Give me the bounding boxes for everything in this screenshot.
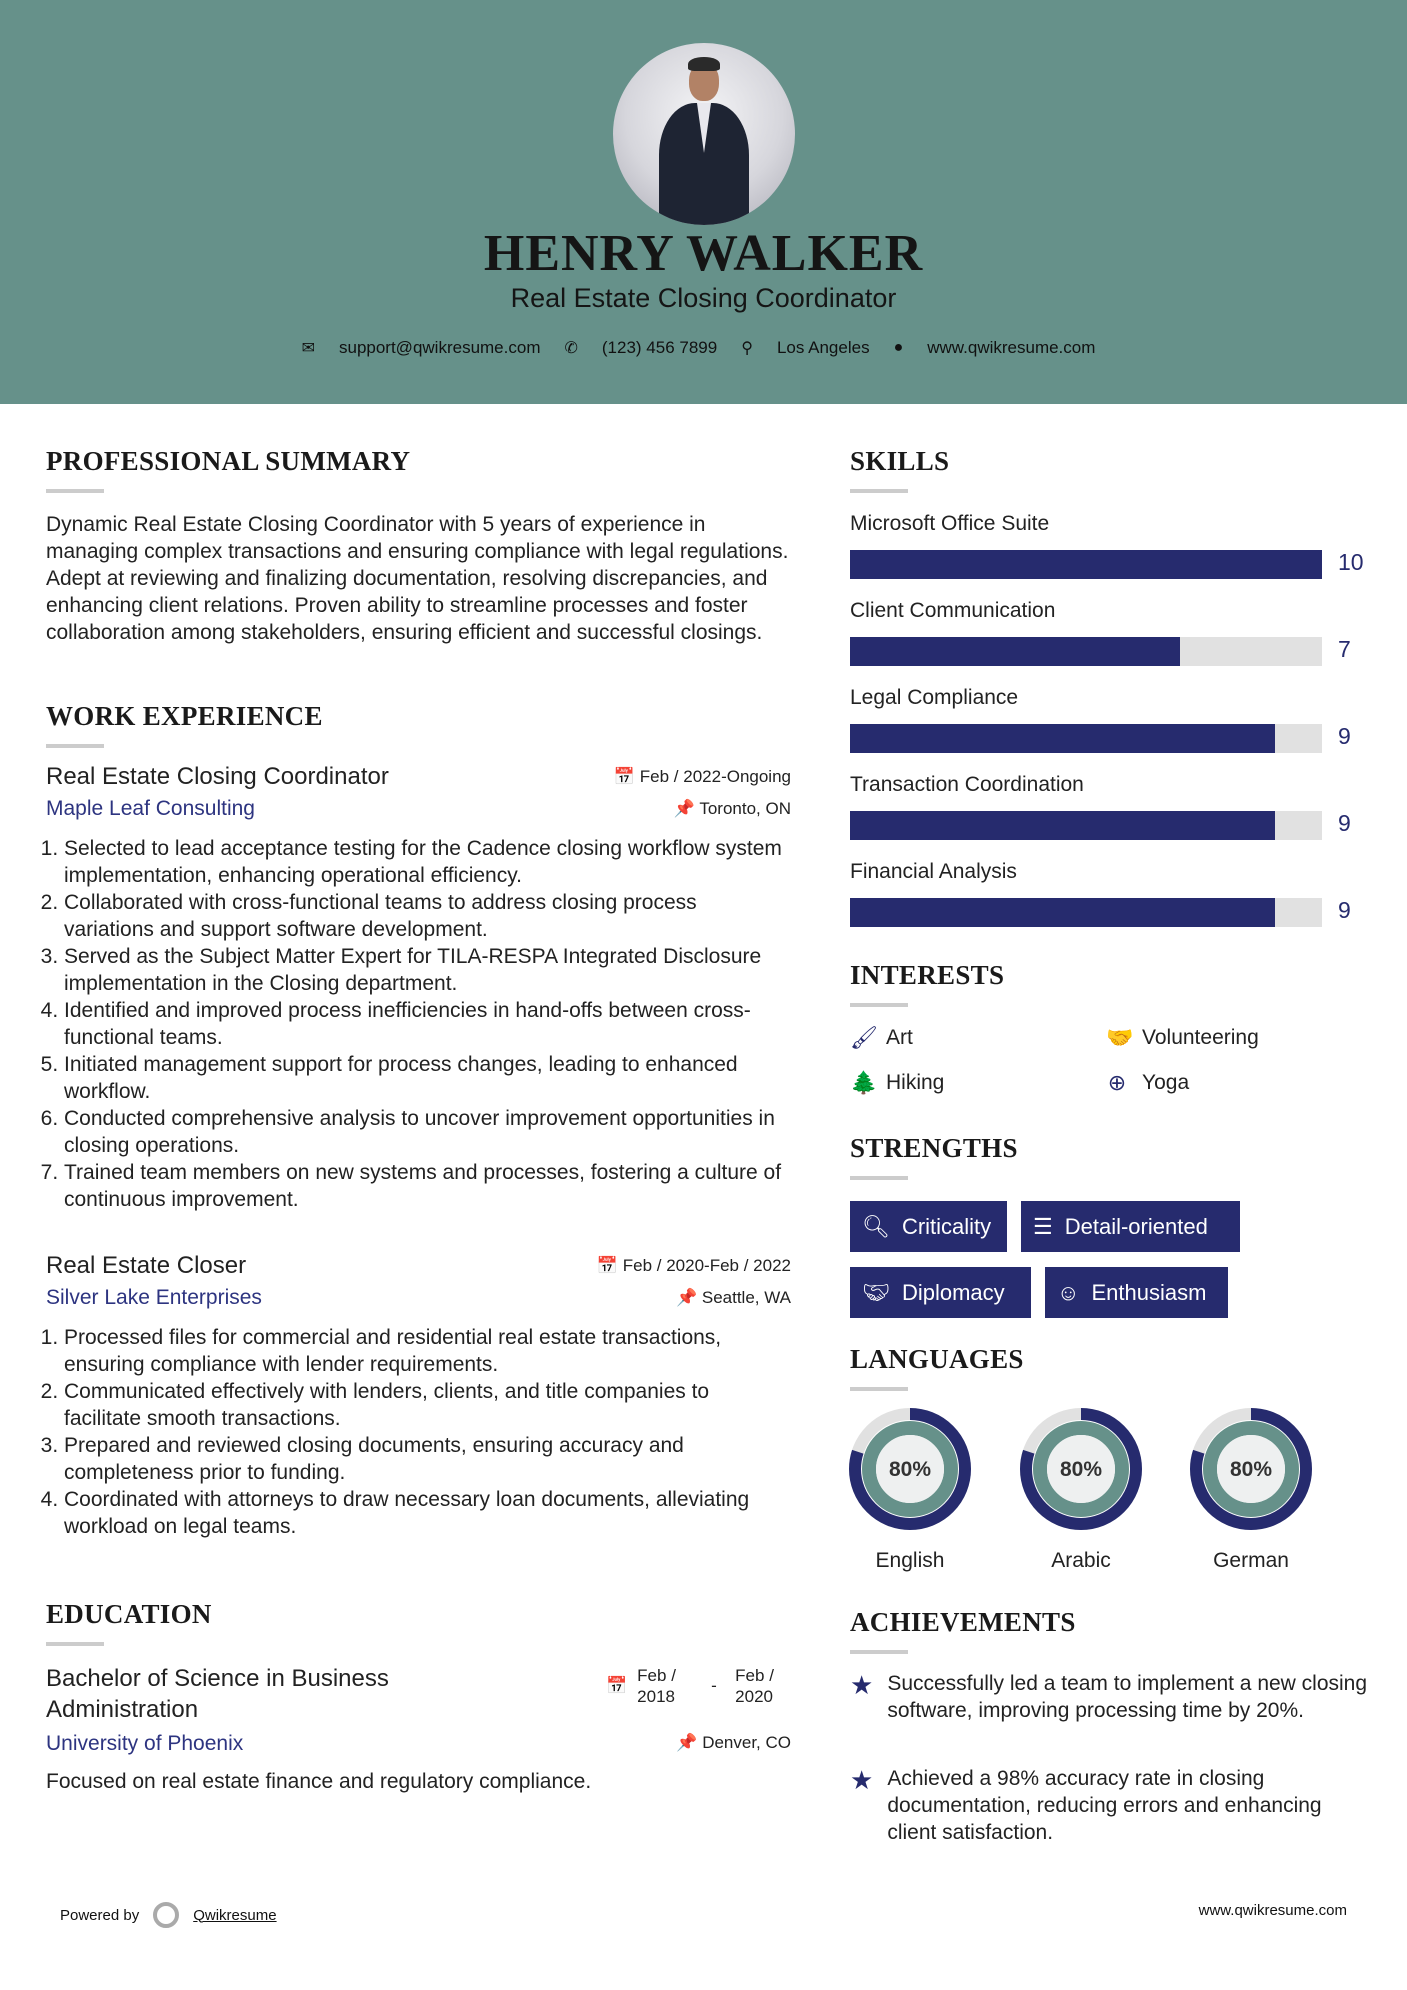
handshake-icon: 🤝 bbox=[1106, 1025, 1134, 1050]
skill-name: Financial Analysis bbox=[850, 860, 1017, 883]
contact-bar bbox=[0, 338, 1407, 358]
powered-by-label: Powered by bbox=[60, 1906, 140, 1924]
footer-url[interactable]: www.qwikresume.com bbox=[1198, 1902, 1347, 1919]
list-icon: ☰ bbox=[1033, 1213, 1053, 1239]
phone-icon: ✆ bbox=[564, 340, 578, 357]
pin-icon: 📌 bbox=[673, 799, 700, 818]
search-icon: 🔍︎ bbox=[862, 1213, 890, 1239]
language-name: English bbox=[875, 1549, 945, 1572]
calendar-icon: 📅 bbox=[613, 767, 640, 786]
achievement-item bbox=[850, 1765, 1370, 1846]
skill-bar bbox=[850, 811, 1322, 840]
language-donut bbox=[849, 1408, 971, 1530]
edu-location: Denver, CO bbox=[702, 1733, 791, 1752]
envelope-icon: ✉ bbox=[301, 340, 315, 357]
job-title: Real Estate Closing Coordinator bbox=[46, 763, 389, 790]
job-location: Seattle, WA bbox=[701, 1288, 791, 1307]
interest-item bbox=[850, 1070, 944, 1096]
bullet: 6. Conducted comprehensive analysis to uncover improvement opportunities in closing operations. bbox=[64, 1105, 791, 1159]
achievement-item bbox=[850, 1670, 1370, 1724]
bullet: 4. Coordinated with attorneys to draw necessary loan documents, alleviating workload on legal teams. bbox=[64, 1486, 791, 1540]
job-entry bbox=[46, 763, 791, 1213]
skill-name: Microsoft Office Suite bbox=[850, 512, 1050, 535]
job-title: Real Estate Closer bbox=[46, 1252, 247, 1279]
lifebuoy-icon: ⊕ bbox=[1107, 1070, 1127, 1095]
handshake-icon: 🤝︎ bbox=[862, 1279, 890, 1305]
interest-item bbox=[1106, 1025, 1259, 1051]
summary-heading: PROFESSIONAL SUMMARY bbox=[46, 446, 410, 493]
skill-level: 9 bbox=[1338, 723, 1351, 749]
interests-heading: INTERESTS bbox=[850, 960, 1004, 1007]
company-name: Maple Leaf Consulting bbox=[46, 797, 255, 820]
school-name: University of Phoenix bbox=[46, 1732, 244, 1755]
skill-bar bbox=[850, 724, 1322, 753]
language-percent: 80% bbox=[1059, 1458, 1103, 1481]
experience-heading: WORK EXPERIENCE bbox=[46, 701, 323, 748]
skills-heading: SKILLS bbox=[850, 446, 949, 493]
skill-level: 9 bbox=[1338, 897, 1351, 923]
candidate-name: HENRY WALKER bbox=[483, 225, 924, 282]
skill-bar-fill bbox=[850, 811, 1275, 840]
bullet: 4. Identified and improved process inefficiencies in hand-offs between cross-functional teams. bbox=[64, 997, 791, 1051]
globe-icon: ● bbox=[893, 339, 904, 356]
header bbox=[0, 0, 1407, 404]
bullet: 1. Processed files for commercial and residential real estate transactions, ensuring compliance with lender requirements. bbox=[64, 1324, 791, 1378]
calendar-icon: 📅 bbox=[606, 1676, 628, 1695]
bullet: 1. Selected to lead acceptance testing for the Cadence closing workflow system implementation, enhancing operational efficiency. bbox=[64, 835, 791, 889]
strength-label: Diplomacy bbox=[901, 1279, 1005, 1305]
language-item bbox=[1020, 1408, 1142, 1573]
education-description: Focused on real estate finance and regulatory compliance. bbox=[46, 1770, 592, 1793]
language-item bbox=[1190, 1408, 1312, 1573]
strength-tag bbox=[850, 1267, 1031, 1318]
profile-photo bbox=[613, 43, 795, 225]
skill-level: 9 bbox=[1338, 810, 1351, 836]
skill-bar bbox=[850, 550, 1322, 579]
language-item bbox=[849, 1408, 971, 1573]
bullet: 7. Trained team members on new systems and processes, fostering a culture of continuous improvement. bbox=[64, 1159, 791, 1213]
language-name: German bbox=[1213, 1549, 1289, 1572]
skill-bar-fill bbox=[850, 637, 1180, 666]
interest-label: Hiking bbox=[886, 1071, 945, 1094]
job-bullets bbox=[46, 1324, 791, 1540]
strength-tag bbox=[1021, 1201, 1240, 1252]
bullet: 5. Initiated management support for process changes, leading to enhanced workflow. bbox=[64, 1051, 791, 1105]
star-icon: ★ bbox=[850, 1765, 874, 1795]
skill-name: Client Communication bbox=[850, 599, 1056, 622]
language-percent: 80% bbox=[888, 1458, 932, 1481]
language-donut bbox=[1190, 1408, 1312, 1530]
summary-text: Dynamic Real Estate Closing Coordinator with 5 years of experience in managing complex transactions and ensuring compliance with legal regulations. Adept at reviewing and finalizing documentation, resolving discrepancies, and enhancing client relations. Proven ability to streamline processes and foster collaboration among stakeholders, ensuring efficient and successful closings. bbox=[46, 513, 789, 644]
education-heading: EDUCATION bbox=[46, 1599, 212, 1646]
qwikresume-logo-icon bbox=[153, 1902, 179, 1928]
achievement-text: Achieved a 98% accuracy rate in closing documentation, reducing errors and enhancing client satisfaction. bbox=[887, 1767, 1322, 1844]
pin-icon: 📌 bbox=[675, 1288, 702, 1307]
company-name: Silver Lake Enterprises bbox=[46, 1286, 262, 1309]
job-entry bbox=[46, 1252, 791, 1540]
achievement-text: Successfully led a team to implement a new closing software, improving processing time by 20%. bbox=[887, 1672, 1368, 1722]
bullet: 2. Communicated effectively with lenders, clients, and title companies to facilitate smooth transactions. bbox=[64, 1378, 791, 1432]
job-dates: Feb / 2020-Feb / 2022 bbox=[622, 1256, 791, 1275]
candidate-title: Real Estate Closing Coordinator bbox=[510, 283, 897, 313]
education-dates: 📅 Feb / 2018 - Feb / 2020 bbox=[606, 1665, 799, 1707]
job-bullets bbox=[46, 835, 791, 1213]
job-location: Toronto, ON bbox=[699, 799, 791, 818]
skill-bar-fill bbox=[850, 724, 1275, 753]
language-percent: 80% bbox=[1229, 1458, 1273, 1481]
calendar-icon: 📅 bbox=[596, 1256, 623, 1275]
interest-label: Yoga bbox=[1142, 1071, 1190, 1094]
star-icon: ★ bbox=[850, 1670, 874, 1700]
tree-icon: 🌲 bbox=[850, 1070, 878, 1095]
interest-label: Art bbox=[886, 1026, 913, 1049]
brand-link[interactable]: Qwikresume bbox=[193, 1906, 277, 1924]
bullet: 3. Prepared and reviewed closing documents, ensuring accuracy and completeness prior to funding. bbox=[64, 1432, 791, 1486]
strength-label: Detail-oriented bbox=[1064, 1213, 1208, 1239]
bullet: 2. Collaborated with cross-functional teams to address closing process variations and support software development. bbox=[64, 889, 791, 943]
paintbrush-icon: 🖌 bbox=[850, 1025, 878, 1050]
interest-item bbox=[850, 1025, 913, 1051]
skill-level: 7 bbox=[1338, 636, 1351, 662]
strength-label: Criticality bbox=[901, 1213, 992, 1239]
interest-item bbox=[1106, 1070, 1189, 1096]
strength-tag bbox=[1045, 1267, 1228, 1318]
skill-bar-fill bbox=[850, 550, 1322, 579]
languages-heading: LANGUAGES bbox=[850, 1344, 1024, 1391]
contact-email[interactable]: support@qwikresume.com bbox=[338, 338, 541, 357]
language-donut bbox=[1020, 1408, 1142, 1530]
map-pin-icon: ⚲ bbox=[741, 340, 753, 357]
strength-label: Enthusiasm bbox=[1091, 1279, 1207, 1305]
skill-bar bbox=[850, 898, 1322, 927]
strength-tag bbox=[850, 1201, 1007, 1252]
language-name: Arabic bbox=[1051, 1549, 1111, 1572]
skill-name: Transaction Coordination bbox=[850, 773, 1084, 796]
skill-bar bbox=[850, 637, 1322, 666]
edu-end: Feb / 2020 bbox=[735, 1666, 774, 1706]
smiley-icon: ☺ bbox=[1057, 1279, 1080, 1305]
pin-icon: 📌 bbox=[676, 1733, 703, 1752]
degree: Bachelor of Science in Business Administration bbox=[46, 1665, 389, 1723]
contact-location: Los Angeles bbox=[776, 338, 870, 357]
skill-level: 10 bbox=[1338, 549, 1364, 575]
skill-name: Legal Compliance bbox=[850, 686, 1019, 709]
interest-label: Volunteering bbox=[1142, 1026, 1259, 1049]
job-dates: Feb / 2022-Ongoing bbox=[639, 767, 791, 786]
contact-phone: (123) 456 7899 bbox=[601, 338, 718, 357]
achievements-heading: ACHIEVEMENTS bbox=[850, 1607, 1076, 1654]
contact-website[interactable]: www.qwikresume.com bbox=[927, 338, 1096, 357]
bullet: 3. Served as the Subject Matter Expert for TILA-RESPA Integrated Disclosure implementation in the Closing department. bbox=[64, 943, 791, 997]
strengths-heading: STRENGTHS bbox=[850, 1133, 1018, 1180]
footer-left bbox=[60, 1902, 277, 1928]
edu-start: Feb / 2018 bbox=[637, 1666, 676, 1706]
skill-bar-fill bbox=[850, 898, 1275, 927]
